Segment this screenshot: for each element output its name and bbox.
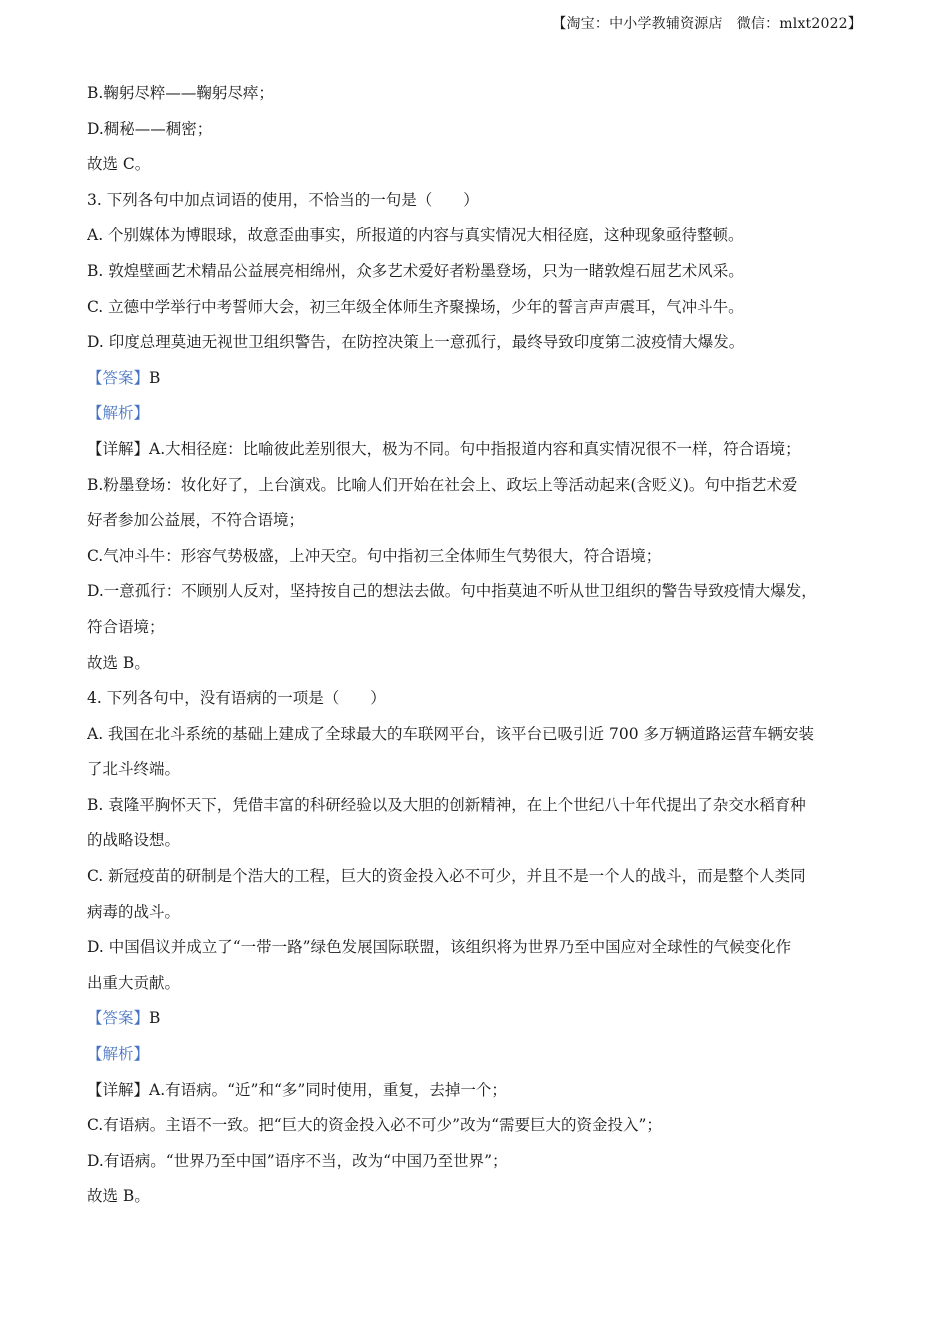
- q4-detail-line: D.有语病。“世界乃至中国”语序不当，改为“中国乃至世界”；: [87, 1151, 508, 1170]
- q4-option-d: D. 中国倡议并成立了“一带一路”绿色发展国际联盟，该组织将为世界乃至中国应对全球性的气候变化作: [87, 938, 792, 957]
- q3-detail-line: C.气冲斗牛：形容气势极盛，上冲天空。句中指初三全体师生气势很大，符合语境；: [87, 546, 662, 565]
- header-shop: 【淘宝：中小学教辅资源店: [552, 16, 723, 32]
- detail-tag: 【详解】: [87, 439, 150, 458]
- q2-tail-line: B.鞠躬尽粹——鞠躬尽瘁；: [87, 84, 274, 102]
- q4-option-d-cont: 出重大贡献。: [87, 973, 181, 992]
- analysis-tag: 【解析】: [87, 1045, 150, 1064]
- q2-conclusion: 故选 C。: [87, 155, 151, 174]
- answer-value: B: [149, 368, 161, 387]
- q4-answer: [87, 1001, 867, 1037]
- q3-analysis-tag: [87, 396, 867, 432]
- q4-option-a-cont: 了北斗终端。: [87, 760, 181, 779]
- q3-detail-line: [87, 432, 867, 468]
- q4-option-c: C. 新冠疫苗的研制是个浩大的工程，巨大的资金投入必不可少，并且不是一个人的战斗，而是整个人类同: [87, 867, 806, 886]
- q4-stem: 4. 下列各句中，没有语病的一项是（ ）: [87, 689, 386, 708]
- q4-option-b-cont: 的战略设想。: [87, 831, 181, 850]
- q3-option-a: A. 个别媒体为博眼球，故意歪曲事实，所报道的内容与真实情况大相径庭，这种现象亟待整顿。: [87, 226, 744, 245]
- q3-option-d: D. 印度总理莫迪无视世卫组织警告，在防控决策上一意孤行，最终导致印度第二波疫情大爆发。: [87, 333, 745, 352]
- q4-option-b: B. 袁隆平胸怀天下，凭借丰富的科研经验以及大胆的创新精神，在上个世纪八十年代提出了杂交水稻育种: [87, 795, 806, 814]
- analysis-tag: 【解析】: [87, 404, 150, 423]
- q3-detail-line: 符合语境；: [87, 617, 165, 636]
- q3-option-b: B. 敦煌壁画艺术精品公益展亮相绵州，众多艺术爱好者粉墨登场，只为一睹敦煌石屈艺术风采。: [87, 261, 744, 280]
- detail-tag: 【详解】: [87, 1080, 150, 1099]
- q3-detail-line: 好者参加公益展，不符合语境；: [87, 511, 305, 530]
- q3-detail-line: D.一意孤行：不顾别人反对，坚持按自己的想法去做。句中指莫迪不听从世卫组织的警告导致疫情大爆发，: [87, 582, 817, 601]
- answer-tag: 【答案】: [87, 1009, 150, 1028]
- q4-detail-line: C.有语病。主语不一致。把“巨大的资金投入必不可少”改为“需要巨大的资金投入”；: [87, 1116, 662, 1135]
- detail-text: A.大相径庭：比喻彼此差别很大，极为不同。句中指报道内容和真实情况很不一样，符合语境；: [149, 439, 801, 458]
- q4-detail-line: [87, 1073, 867, 1109]
- q4-conclusion: 故选 B。: [87, 1187, 150, 1206]
- q4-option-a: A. 我国在北斗系统的基础上建成了全球最大的车联网平台，该平台已吸引近 700 多万辆道路运营车辆安装: [87, 724, 814, 743]
- answer-tag: 【答案】: [87, 368, 150, 387]
- header-wechat: 微信：mlxt2022】: [736, 16, 862, 32]
- q3-answer: [87, 361, 867, 397]
- document-body: [87, 76, 867, 1215]
- q2-tail-line: D.稠秘——稠密；: [87, 119, 213, 138]
- detail-text: A.有语病。“近”和“多”同时使用，重复，去掉一个；: [149, 1080, 507, 1099]
- q4-analysis-tag: [87, 1037, 867, 1073]
- q3-detail-line: B.粉墨登场：妆化好了，上台演戏。比喻人们开始在社会上、政坛上等活动起来(含贬义)。句中指艺术爱: [87, 475, 798, 494]
- q3-option-c: C. 立德中学举行中考誓师大会，初三年级全体师生齐聚操场，少年的誓言声声震耳，气冲斗牛。: [87, 297, 744, 316]
- page-header: [552, 13, 862, 33]
- answer-value: B: [149, 1009, 161, 1028]
- q3-stem: 3. 下列各句中加点词语的使用，不恰当的一句是（ ）: [87, 190, 479, 209]
- q4-option-c-cont: 病毒的战斗。: [87, 902, 181, 921]
- q3-conclusion: 故选 B。: [87, 653, 150, 672]
